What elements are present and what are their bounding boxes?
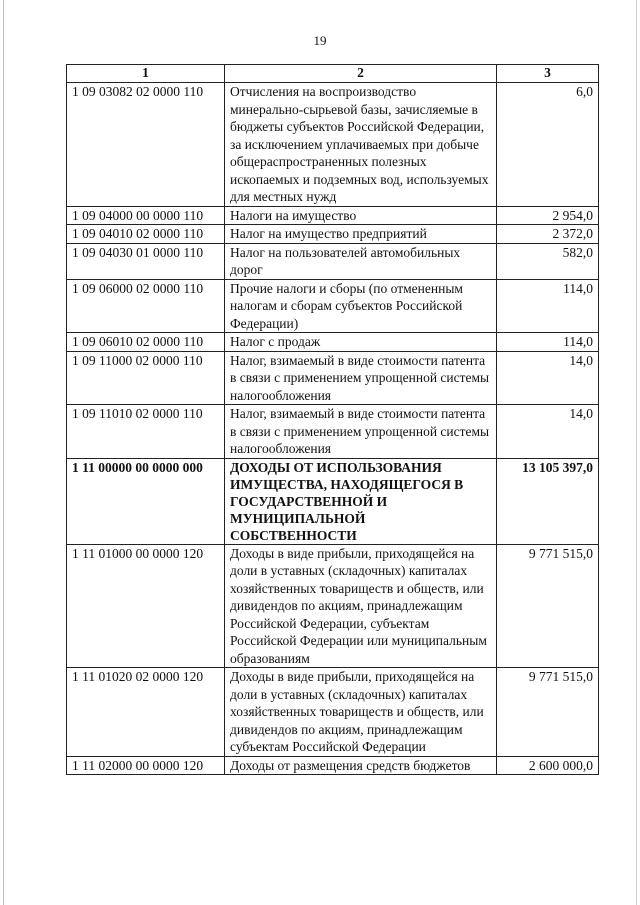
table-row	[67, 544, 599, 668]
row-name-cell: Налог на имущество предприятий	[225, 225, 497, 244]
row-code-cell: 1 09 04000 00 0000 110	[67, 206, 225, 225]
row-name-cell: Отчисления на воспроизводство минерально-сырьевой базы, зачисляемые в бюджеты субъектов Российской Федерации, за исключением уплачиваемых при добыче общераспространенных полезных ископаемых и подземных вод, используемых для местных нужд	[225, 83, 497, 207]
table-row	[67, 206, 599, 225]
row-amount-cell: 9 771 515,0	[497, 544, 599, 668]
row-code-cell: 1 09 06000 02 0000 110	[67, 279, 225, 333]
row-code-cell: 1 09 11000 02 0000 110	[67, 351, 225, 405]
row-amount-cell: 6,0	[497, 83, 599, 207]
row-amount-cell: 2 600 000,0	[497, 756, 599, 775]
row-name-cell: Доходы от размещения средств бюджетов	[225, 756, 497, 775]
row-code-cell: 1 11 02000 00 0000 120	[67, 756, 225, 775]
row-code-cell: 1 09 03082 02 0000 110	[67, 83, 225, 207]
row-amount-cell: 14,0	[497, 351, 599, 405]
budget-revenue-table	[66, 64, 599, 775]
scan-edge-right	[636, 0, 637, 905]
row-name-cell: Доходы в виде прибыли, приходящейся на доли в уставных (складочных) капиталах хозяйственных товариществ и обществ, или дивидендов по акциям, принадлежащим Российской Федерации, субъектам Российской Федерации или муниципальным образованиям	[225, 544, 497, 668]
row-name-cell: Налог с продаж	[225, 333, 497, 352]
page-number: 19	[313, 33, 327, 48]
row-code-cell: 1 09 04010 02 0000 110	[67, 225, 225, 244]
row-name-cell: Доходы в виде прибыли, приходящейся на доли в уставных (складочных) капиталах хозяйственных товариществ и обществ, или дивидендов по акциям, принадлежащим субъектам Российской Федерации	[225, 668, 497, 757]
row-amount-cell: 14,0	[497, 405, 599, 459]
table-row	[67, 83, 599, 207]
scan-edge-left	[3, 0, 4, 905]
row-code-cell: 1 09 11010 02 0000 110	[67, 405, 225, 459]
table-row	[67, 405, 599, 459]
row-amount-cell: 114,0	[497, 333, 599, 352]
row-code-cell: 1 11 00000 00 0000 000	[67, 458, 225, 544]
row-amount-cell: 13 105 397,0	[497, 458, 599, 544]
row-name-cell: ДОХОДЫ ОТ ИСПОЛЬЗОВАНИЯ ИМУЩЕСТВА, НАХОДЯЩЕГОСЯ В ГОСУДАРСТВЕННОЙ И МУНИЦИПАЛЬНОЙ СОБСТВЕННОСТИ	[225, 458, 497, 544]
row-name-cell: Прочие налоги и сборы (по отмененным налогам и сборам субъектов Российской Федерации)	[225, 279, 497, 333]
table-row	[67, 668, 599, 757]
table-row	[67, 333, 599, 352]
table-header-row	[67, 65, 599, 83]
table-row	[67, 279, 599, 333]
column-header-amount: 3	[497, 65, 599, 83]
row-code-cell: 1 11 01000 00 0000 120	[67, 544, 225, 668]
table-row	[67, 351, 599, 405]
table-row	[67, 225, 599, 244]
row-amount-cell: 2 372,0	[497, 225, 599, 244]
row-amount-cell: 582,0	[497, 243, 599, 279]
column-header-code: 1	[67, 65, 225, 83]
table-row	[67, 243, 599, 279]
row-code-cell: 1 11 01020 02 0000 120	[67, 668, 225, 757]
row-code-cell: 1 09 04030 01 0000 110	[67, 243, 225, 279]
table-row	[67, 756, 599, 775]
row-name-cell: Налог на пользователей автомобильных дорог	[225, 243, 497, 279]
row-amount-cell: 2 954,0	[497, 206, 599, 225]
table-row	[67, 458, 599, 544]
table-body	[67, 83, 599, 775]
row-code-cell: 1 09 06010 02 0000 110	[67, 333, 225, 352]
column-header-name: 2	[225, 65, 497, 83]
row-name-cell: Налог, взимаемый в виде стоимости патента в связи с применением упрощенной системы налогообложения	[225, 351, 497, 405]
row-amount-cell: 114,0	[497, 279, 599, 333]
row-amount-cell: 9 771 515,0	[497, 668, 599, 757]
row-name-cell: Налог, взимаемый в виде стоимости патента в связи с применением упрощенной системы налогообложения	[225, 405, 497, 459]
row-name-cell: Налоги на имущество	[225, 206, 497, 225]
